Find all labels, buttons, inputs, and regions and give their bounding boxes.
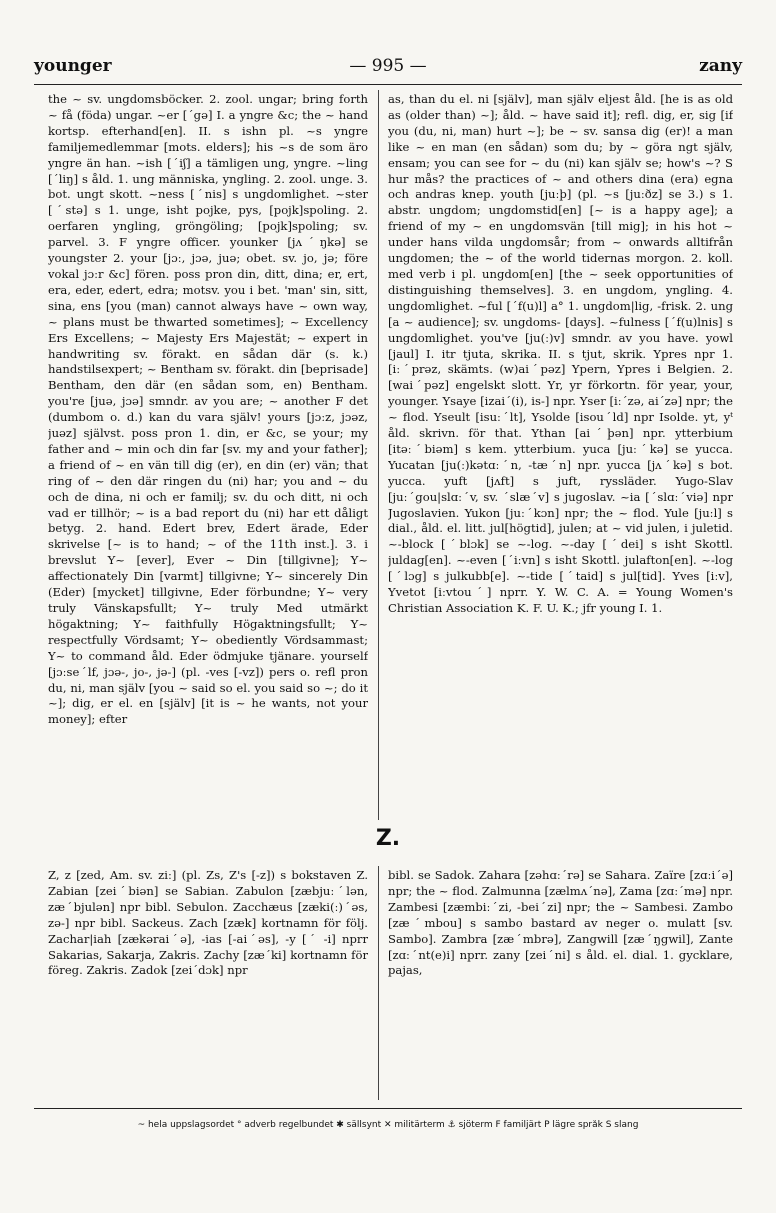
bottom-column-divider <box>378 866 379 1100</box>
right-column <box>388 92 733 820</box>
page-number: — 995 — <box>349 56 427 76</box>
left-column <box>48 92 368 820</box>
bottom-right-column <box>388 868 733 1100</box>
bottom-right-text: bibl. se Sadok. Zahara [zəhɑːˊrə] se Sahara. Zaïre [zɑːiˊə] npr; the ~ flod. Zalmunna [zælmʌˊnə], Zama [zɑːˊmə] npr. Zambesi [zæmbiːˊzi, -beiˊzi] npr; the ~ Sambesi. Zambo [zæˊmbou] s sambo bastard av neger o. mulatt [sv. Sambo]. Zambra [zæˊmbrə], Zangwill [zæˊŋgwil], Zante [zɑːˊnt(e)i] nprr. zany [zeiˊni] s åld. el. dial. 1. gycklare, pajas, <box>388 868 733 978</box>
header-right-guide-word: zany <box>699 56 742 76</box>
page-header <box>34 56 742 80</box>
header-left-guide-word: younger <box>34 56 112 76</box>
left-column-text: the ~ sv. ungdomsböcker. 2. zool. ungar; bring forth ~ få (föda) ungar. ~er [ˊgə] I. a yngre &c; the ~ hand kortsp. efterhand[en]. II. s ishn pl. ~s yngre familjemedlemmar [mots. elders]; his ~s de som äro yngre än han. ~ish [ˊiʃ] a tämligen ung, yngre. ~ling [ˊliŋ] s åld. 1. ung människa, yngling. 2. zool. unge. 3. bot. ungt skott. ~ness [ˊnis] s ungdomlighet. ~ster [ˊstə] s 1. unge, isht pojke, pys, [pojk]spoling. 2. oerfaren yngling, gröngöling; [pojk]spoling; sv. parvel. 3. F yngre officer. younker [jʌˊŋkə] se youngster 2. your [jɔː, jɔə, juə; obet. sv. jo, jə; före vokal jɔːr &c] fören. poss pron din, ditt, dina; er, ert, era, eder, edert, edra; motsv. you i bet. 'man' sin, sitt, sina, ens [you (man) cannot always have ~ own way, ~ plans must be thwarted sometimes]; ~ Excellency Ers Excellens; ~ Majesty Ers Majestät; ~ expert in handwriting sv. förakt. en sådan där (s. k.) handstilsexpert; ~ Bentham sv. förakt. din [beprisade] Bentham, den där (en sådan som, en) Bentham. you're [juə, jɔə] smndr. av you are; ~ another F det (dumbom o. d.) kan du vara själv! yours [jɔːz, jɔəz, juəz] självst. poss pron 1. din, er &c, se your; my father and ~ min och din far [sv. my and your father]; a friend of ~ en vän till dig (er), en din (er) vän; that ring of ~ den där ringen du (ni) har; you and ~ du och de dina, ni och er familj; sv. du och ditt, ni och vad er tillhör; ~ is a bad report du (ni) har ett dåligt betyg. 2. hand. Edert brev, Edert ärade, Eder skrivelse [~ is to hand; ~ of the 11th inst.]. 3. i brevslut Y~ [ever], Ever ~ Din [tillgivne]; Y~ affectionately Din [varmt] tillgivne; Y~ sincerely Din (Eder) [mycket] tillgivne, Eder förbundne; Y~ very truly Vänskapsfullt; Y~ truly Med utmärkt högaktning; Y~ faithfully Högaktningsfullt; Y~ respectfully Vördsamt; Y~ obediently Vördsammast; Y~ to command åld. Eder ödmjuke tjänare. yourself [jɔːseˊlf, jɔə-, jo-, jə-] (pl. -ves [-vz]) pers o. refl pron du, ni, man själv [you ~ said so el. you said so ~; do it ~]; dig, er el. en [själv] [it is ~ he wants, not your money]; efter <box>48 92 368 727</box>
right-column-text: as, than du el. ni [själv], man själv eljest åld. [he is as old as (older than) ~]; åld. ~ have said it]; refl. dig, er, sig [if you (du, ni, man) hurt ~]; be ~ sv. sansa dig (er)! a man like ~ en man (en sådan) som du; by ~ göra ngt själv, ensam; you can see for ~ du (ni) kan själv se; how's ~? S hur mås? the practices of ~ and others dina (era) egna och andras knep. youth [juːþ] (pl. ~s [juːðz] se 3.) s 1. abstr. ungdom; ungdomstid[en] [~ is a happy age]; a friend of my ~ en ungdomsvän [till mig]; in his hot ~ under hans vilda ungdomsår; from ~ onwards alltifrån ungdomen; the ~ of the world tidernas morgon. 2. koll. med verb i pl. ungdom[en] [the ~ seek opportunities of distinguishing themselves]. 3. en ungdom, yngling. 4. ungdomlighet. ~ful [ˊf(u)l] a° 1. ungdom|lig, -frisk. 2. ung [a ~ audience]; sv. ungdoms- [days]. ~fulness [ˊf(u)lnis] s ungdomlighet. you've [ju(ː)v] smndr. av you have. yowl [jaul] I. itr tjuta, skrika. II. s tjut, skrik. Ypres npr 1. [iːˊprəz, skämts. (w)aiˊpəz] Ypern, Ypres i Belgien. 2. [waiˊpəz] engelskt slott. Yr, yr förkortn. för year, your, younger. Ysaye [izaiˊ(i), is-] npr. Yser [iːˊzə, aiˊzə] npr; the ~ flod. Yseult [isuːˊlt], Ysolde [isouˊld] npr Isolde. yt, yᵗ åld. skrivn. för that. Ythan [aiˊþən] npr. ytterbium [itəːˊbiəm] s kem. ytterbium. yuca [juːˊkə] se yucca. Yucatan [ju(ː)kətɑːˊn, -tæˊn] npr. yucca [jʌˊkə] s bot. yucca. yuft [jʌft] s juft, ryssläder. Yugo-Slav [juːˊgou|slɑːˊv, sv. ˊslæˊv] s jugoslav. ~ia [ˊslɑːˊviə] npr Jugoslavien. Yukon [juːˊkɔn] npr; the ~ flod. Yule [juːl] s dial., åld. el. litt. jul[högtid], julen; at ~ vid julen, i juletid. ~-block [ˊblɔk] se ~-log. ~-day [ˊdei] s isht Skottl. juldag[en]. ~-even [ˊiːvn] s isht Skottl. julafton[en]. ~-log [ˊlɔg] s julkubb[e]. ~-tide [ˊtaid] s jul[tid]. Yves [iːv], Yvetot [iːvtouˊ] nprr. Y. W. C. A. = Young Women's Christian Association K. F. U. K.; jfr young I. 1. <box>388 92 733 615</box>
bottom-left-text: Z, z [zed, Am. sv. ziː] (pl. Zs, Z's [-z]) s bokstaven Z. Zabian [zeiˊbiən] se Sabian. Zabulon [zæbjuːˊlən, zæˊbjulən] npr bibl. Sebulon. Zacchæus [zæki(ː)ˊəs, zə-] npr bibl. Sackeus. Zach [zæk] kortnamn för följ. Zachar|iah [zækəraiˊə], -ias [-aiˊəs], -y [ˊ -i] nprr Sakarias, Sakarja, Zakris. Zachy [zæˊki] kortnamn för föreg. Zakris. Zadok [zeiˊdɔk] npr <box>48 868 368 978</box>
header-rule <box>34 84 742 85</box>
column-divider <box>378 90 379 820</box>
bottom-left-column <box>48 868 368 1100</box>
abbreviation-legend: ~ hela uppslagsordet ° adverb regelbundet ✱ sällsynt ✕ militärterm ⚓ sjöterm F familjärt P lägre språk S slang <box>137 1120 639 1130</box>
section-letter-z: Z. <box>375 826 401 851</box>
footer-rule <box>34 1108 742 1109</box>
